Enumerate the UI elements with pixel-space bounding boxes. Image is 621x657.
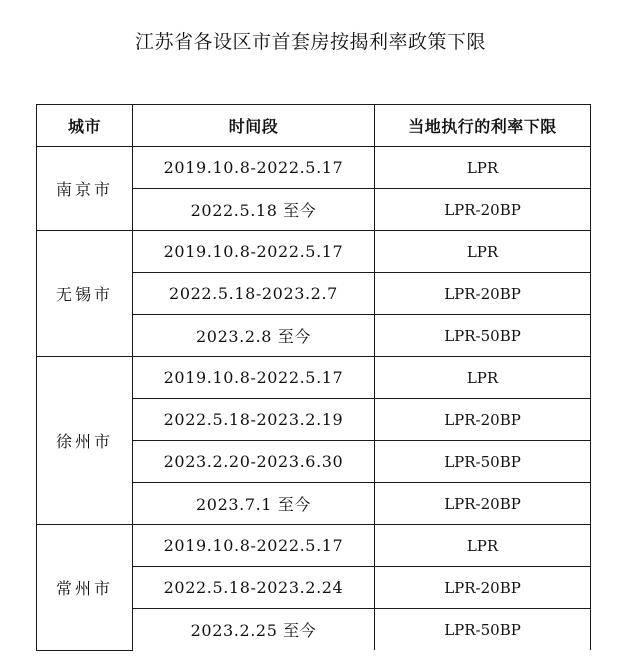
header-rate-floor: 当地执行的利率下限 [375, 105, 591, 147]
period-cell: 2019.10.8-2022.5.17 [133, 525, 375, 567]
table-body [37, 147, 591, 651]
rate-floor-cell: LPR [375, 231, 591, 273]
rate-floor-cell: LPR-50BP [375, 315, 591, 357]
period-cell: 2019.10.8-2022.5.17 [133, 357, 375, 399]
period-cell: 2022.5.18-2023.2.24 [133, 567, 375, 609]
rate-floor-cell: LPR-50BP [375, 441, 591, 483]
rate-floor-cell: LPR [375, 147, 591, 189]
period-cell: 2019.10.8-2022.5.17 [133, 147, 375, 189]
rate-floor-cell: LPR [375, 525, 591, 567]
table-header [37, 105, 591, 147]
city-cell: 徐州市 [37, 357, 133, 525]
document-title: 江苏省各设区市首套房按揭利率政策下限 [134, 31, 486, 53]
period-cell: 2022.5.18-2023.2.19 [133, 399, 375, 441]
header-row [37, 105, 591, 147]
period-cell: 2022.5.18 至今 [133, 189, 375, 231]
period-cell: 2023.2.25 至今 [133, 609, 375, 651]
city-cell: 南京市 [37, 147, 133, 231]
header-period: 时间段 [133, 105, 375, 147]
rate-floor-cell: LPR-20BP [375, 189, 591, 231]
period-cell: 2019.10.8-2022.5.17 [133, 231, 375, 273]
rate-floor-cell: LPR-20BP [375, 567, 591, 609]
header-city: 城市 [37, 105, 133, 147]
mortgage-rate-floor-table [36, 104, 591, 651]
rate-floor-cell: LPR [375, 357, 591, 399]
table-row [37, 147, 591, 189]
rate-floor-cell: LPR-20BP [375, 483, 591, 525]
rate-floor-cell: LPR-20BP [375, 273, 591, 315]
rate-floor-cell: LPR-50BP [375, 609, 591, 651]
city-cell: 常州市 [37, 525, 133, 651]
period-cell: 2023.2.20-2023.6.30 [133, 441, 375, 483]
table-row [37, 357, 591, 399]
city-cell: 无锡市 [37, 231, 133, 357]
rate-floor-cell: LPR-20BP [375, 399, 591, 441]
period-cell: 2022.5.18-2023.2.7 [133, 273, 375, 315]
table-row [37, 231, 591, 273]
period-cell: 2023.7.1 至今 [133, 483, 375, 525]
period-cell: 2023.2.8 至今 [133, 315, 375, 357]
table-row [37, 525, 591, 567]
